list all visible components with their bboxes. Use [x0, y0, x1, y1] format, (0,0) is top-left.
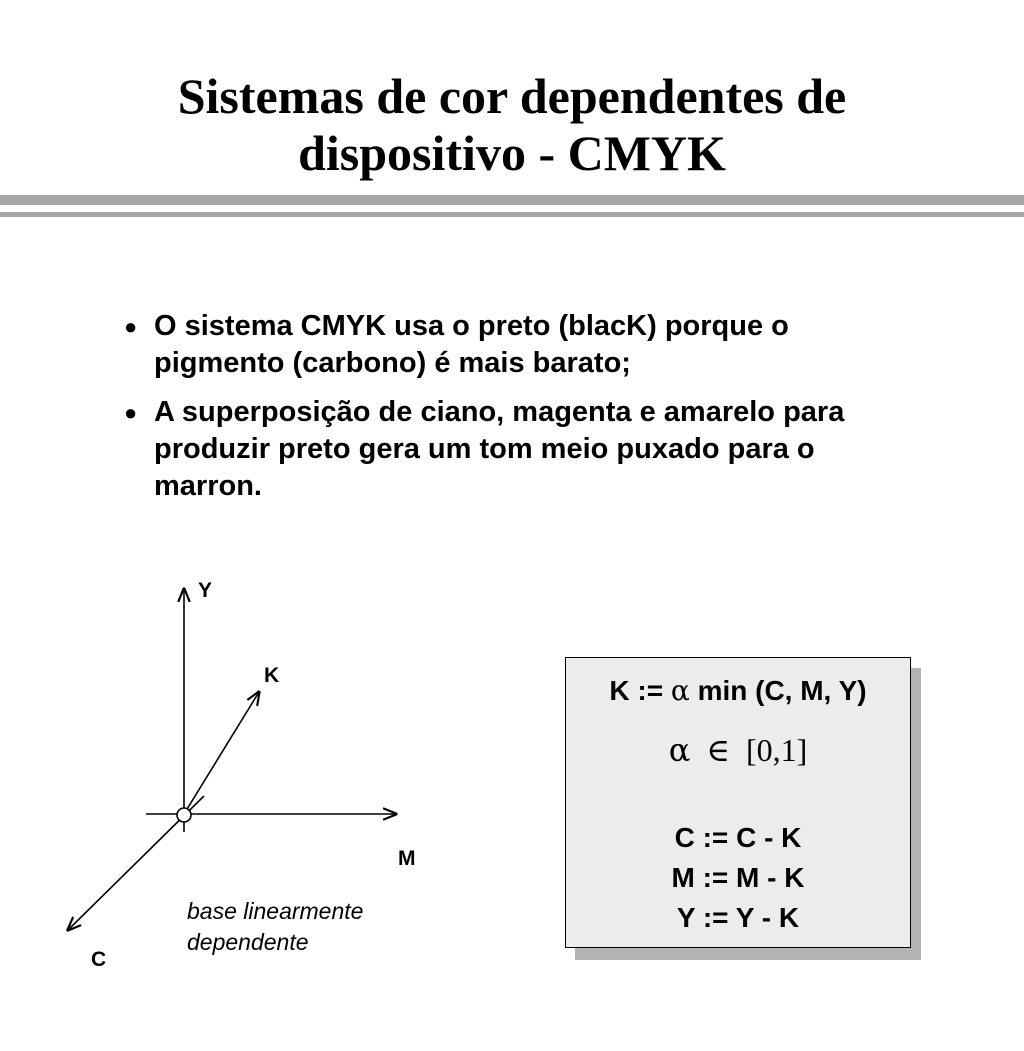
bullet-text: O sistema CMYK usa o preto (blacK) porque o pigmento (carbono) é mais barato; [154, 310, 789, 379]
bullet-item [124, 308, 914, 382]
title-line-1: Sistemas de cor dependentes de [177, 68, 847, 124]
formula-box [565, 657, 911, 948]
k-axis-line [184, 692, 259, 814]
bullet-item [124, 394, 914, 505]
element-of-symbol: ∈ [706, 731, 730, 769]
title-line-2: dispositivo - CMYK [298, 125, 726, 181]
m-axis-label: M [398, 847, 416, 870]
diagram-caption [187, 896, 363, 958]
alpha-symbol: α [668, 731, 691, 769]
bullet-dot-icon: ● [124, 400, 138, 425]
c-formula: C := C - K [674, 822, 802, 853]
y-formula: Y := Y - K [676, 902, 800, 933]
bullet-dot-icon: ● [124, 314, 138, 339]
k-formula-suffix: min (C, M, Y) [697, 675, 867, 706]
m-formula: M := M - K [671, 862, 805, 893]
c-axis-label: C [91, 948, 107, 971]
title-divider-thin [0, 212, 1024, 217]
alpha-interval: [0,1] [745, 732, 808, 768]
bullet-text: A superposição de ciano, magenta e amarelo para produzir preto gera um tom meio puxado para o marron. [154, 396, 845, 502]
slide-title [0, 68, 1024, 182]
subtraction-formulas [566, 818, 910, 938]
bullet-list [124, 308, 914, 517]
origin-point [177, 808, 191, 822]
alpha-symbol: α [670, 674, 690, 707]
caption-line-2: dependente [187, 929, 309, 955]
alpha-range [566, 731, 910, 769]
k-formula [566, 674, 910, 707]
title-divider-thick [0, 195, 1024, 205]
k-axis-label: K [264, 664, 280, 687]
k-formula-prefix: K := [609, 675, 664, 706]
caption-line-1: base linearmente [187, 898, 364, 924]
y-axis-label: Y [198, 579, 213, 602]
